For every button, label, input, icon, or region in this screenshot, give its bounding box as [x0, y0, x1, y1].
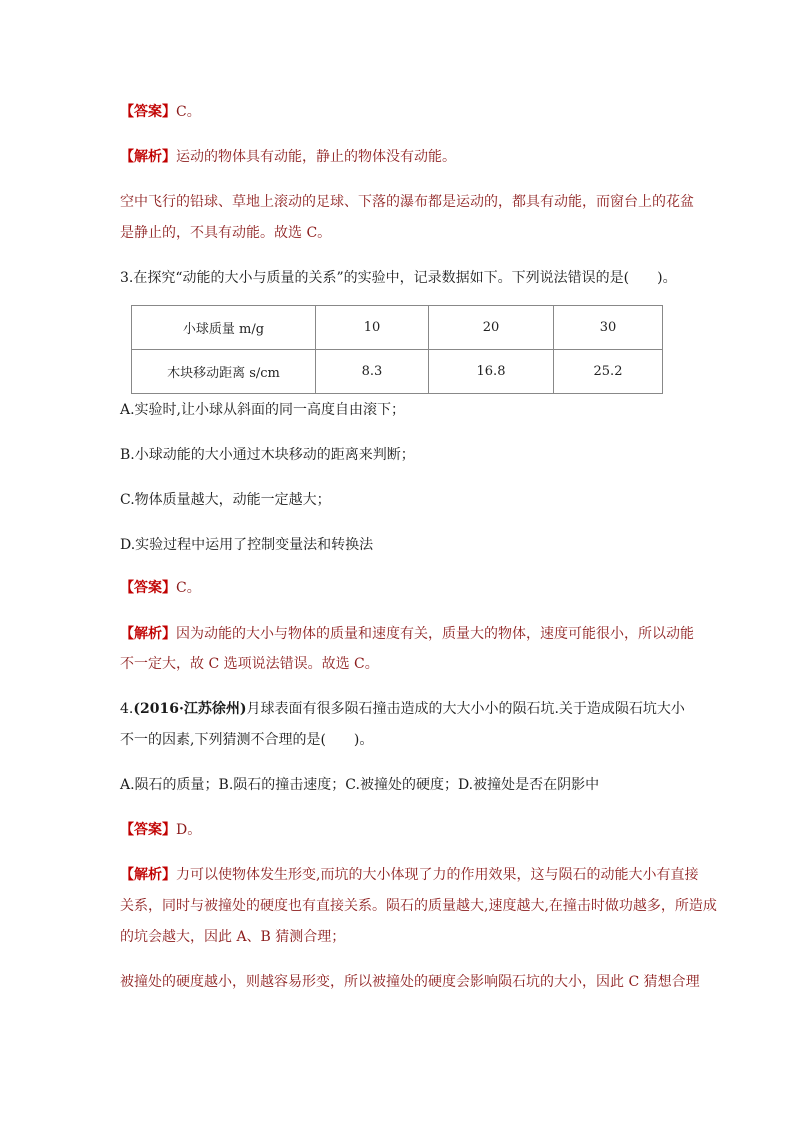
- answer-value: C。: [176, 580, 201, 596]
- option-d: D.实验过程中运用了控制变量法和转换法: [120, 537, 374, 553]
- question-4-line-1: [120, 699, 685, 719]
- table-cell: 小球质量 m/g: [132, 306, 316, 350]
- answer-label: 【答案】: [120, 580, 176, 596]
- analysis-continuation: 的坑会越大，因此 A、B 猜测合理；: [120, 929, 346, 945]
- table-cell: 25.2: [554, 350, 663, 394]
- question-source: (2016·江苏徐州): [133, 701, 247, 717]
- analysis-line-2: [120, 624, 694, 644]
- question-4-line-2: 不一的因素,下列猜测不合理的是( )。: [120, 732, 374, 748]
- analysis-continuation: 不一定大，故 C 选项说法错误。故选 C。: [120, 656, 379, 672]
- table-cell: 30: [554, 306, 663, 350]
- analysis-text: 力可以使物体发生形变,而坑的大小体现了力的作用效果，这与陨石的动能大小有直接: [176, 867, 699, 883]
- table-cell: 木块移动距离 s/cm: [132, 350, 316, 394]
- analysis-label: 【解析】: [120, 867, 176, 883]
- table-cell: 10: [316, 306, 429, 350]
- data-table: [131, 305, 663, 394]
- paragraph-line: 空中飞行的铅球、草地上滚动的足球、下落的瀑布都是运动的，都具有动能，而窗台上的花盆: [120, 194, 694, 210]
- answer-line-1: [120, 102, 201, 122]
- option-c: C.物体质量越大，动能一定越大；: [120, 492, 331, 508]
- answer-value: C。: [176, 104, 201, 120]
- answer-line-2: [120, 578, 201, 598]
- option-a: A.实验时,让小球从斜面的同一高度自由滚下；: [120, 402, 406, 418]
- table-cell: 16.8: [429, 350, 554, 394]
- analysis-text: 因为动能的大小与物体的质量和速度有关，质量大的物体，速度可能很小，所以动能: [176, 626, 694, 642]
- answer-line-3: [120, 820, 201, 840]
- table-row: [132, 350, 663, 394]
- analysis-continuation: 关系，同时与被撞处的硬度也有直接关系。陨石的质量越大,速度越大,在撞击时做功越多，所造成: [120, 898, 717, 914]
- question-4-options: A.陨石的质量；B.陨石的撞击速度；C.被撞处的硬度；D.被撞处是否在阴影中: [120, 777, 600, 793]
- analysis-line-3: [120, 865, 698, 885]
- answer-label: 【答案】: [120, 104, 176, 120]
- question-text: 月球表面有很多陨石撞击造成的大大小小的陨石坑.关于造成陨石坑大小: [246, 701, 685, 717]
- table-cell: 8.3: [316, 350, 429, 394]
- paragraph-line: 是静止的，不具有动能。故选 C。: [120, 225, 332, 241]
- question-number: 4.: [120, 701, 134, 717]
- question-3-text: 3.在探究“动能的大小与质量的关系”的实验中，记录数据如下。下列说法错误的是( )。: [120, 270, 677, 286]
- option-b: B.小球动能的大小通过木块移动的距离来判断；: [120, 447, 415, 463]
- analysis-paragraph: 被撞处的硬度越小，则越容易形变，所以被撞处的硬度会影响陨石坑的大小，因此 C 猜想合理: [120, 974, 700, 990]
- analysis-label: 【解析】: [120, 149, 176, 165]
- analysis-text: 运动的物体具有动能，静止的物体没有动能。: [176, 149, 456, 165]
- analysis-line-1: [120, 147, 456, 167]
- table-cell: 20: [429, 306, 554, 350]
- table-row: [132, 306, 663, 350]
- answer-label: 【答案】: [120, 822, 176, 838]
- answer-value: D。: [176, 822, 202, 838]
- analysis-label: 【解析】: [120, 626, 176, 642]
